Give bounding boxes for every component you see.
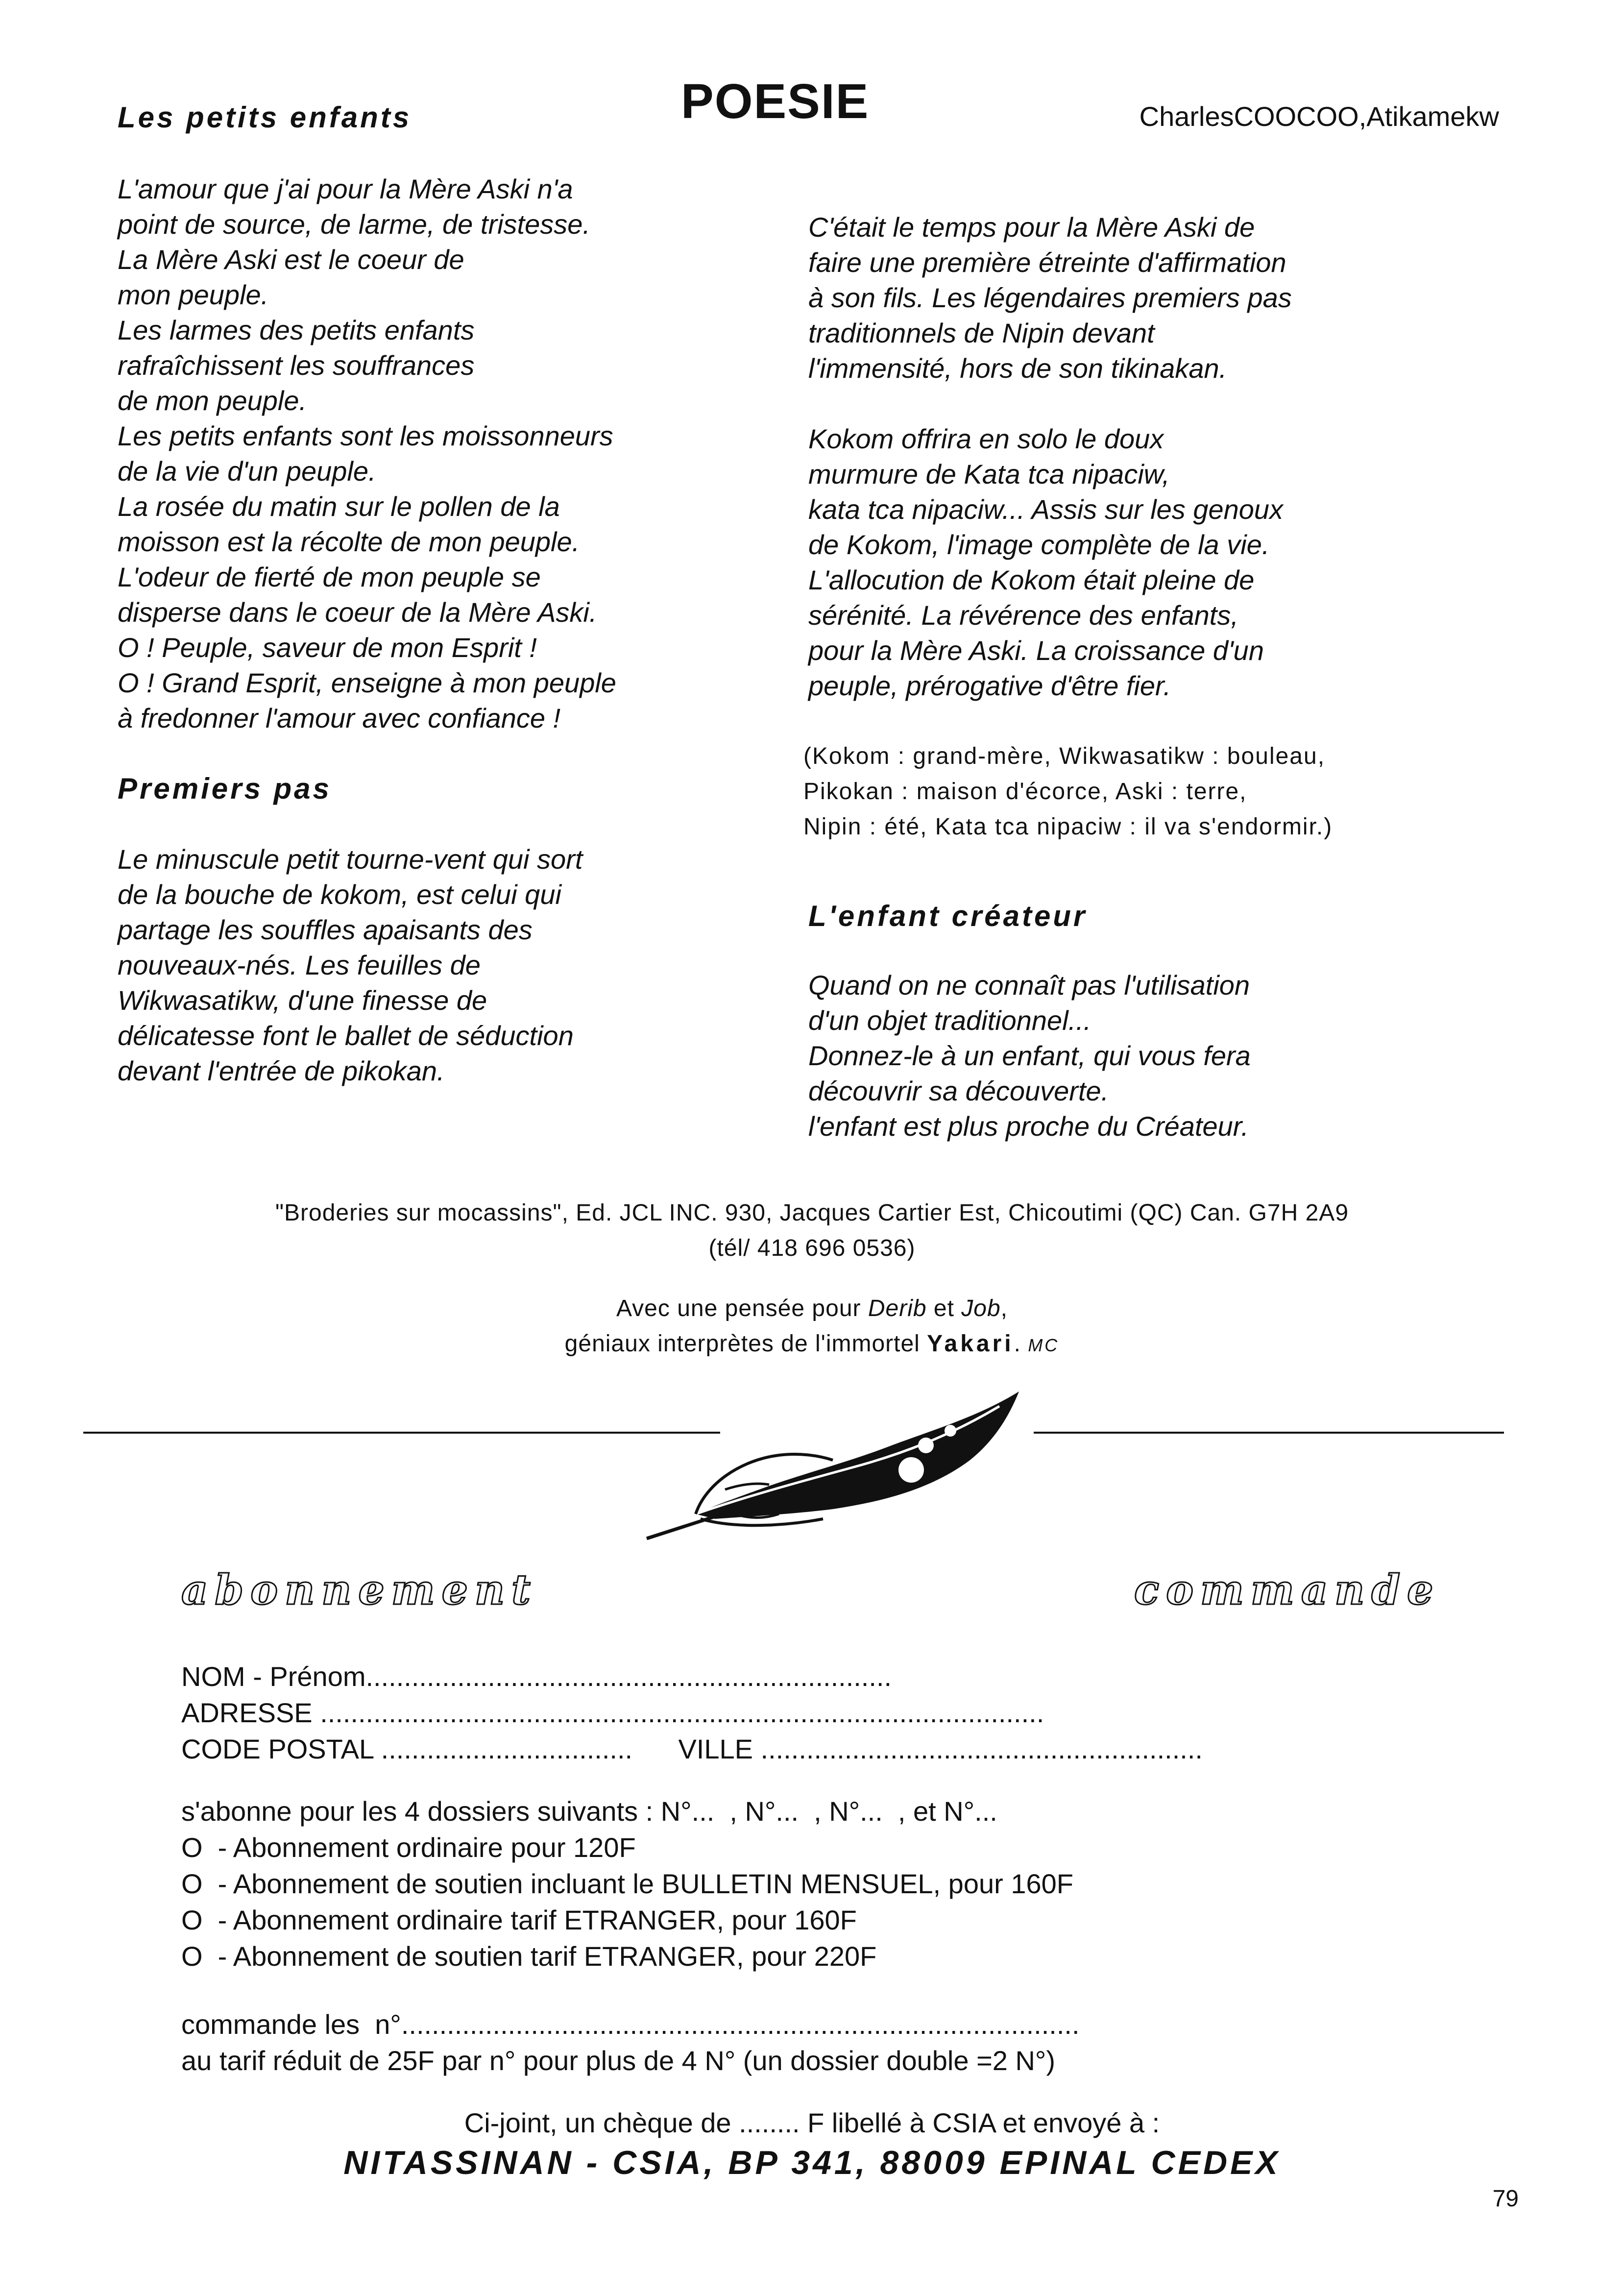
- dedication-line-1: [0, 1291, 1624, 1326]
- page-title: POESIE: [681, 74, 870, 129]
- subscriber-form: [181, 1659, 1203, 1767]
- source-phone: (tél/ 418 696 0536): [708, 1235, 916, 1261]
- poem-line: L'allocution de Kokom était pleine de: [808, 564, 1255, 595]
- poem-enfant-createur: [808, 968, 1494, 1144]
- dedication: [0, 1291, 1624, 1363]
- glossary: [803, 739, 1499, 845]
- poem-premiers-pas-continued-a: [808, 210, 1494, 386]
- trademark-mark: MC: [1028, 1335, 1060, 1355]
- poem-line: l'immensité, hors de son tikinakan.: [808, 353, 1227, 384]
- poem-line: traditionnels de Nipin devant: [808, 317, 1155, 348]
- divider-right: [1034, 1432, 1504, 1434]
- poem-line: Kokom offrira en solo le doux: [808, 423, 1164, 454]
- poem-line: rafraîchissent les souffrances: [118, 350, 475, 381]
- poem-line: mon peuple.: [118, 279, 269, 310]
- page-number: 79: [1492, 2186, 1519, 2212]
- poem-line: point de source, de larme, de tristesse.: [118, 209, 590, 240]
- poem-line: à fredonner l'amour avec confiance !: [118, 703, 561, 733]
- poem-line: faire une première étreinte d'affirmation: [808, 247, 1286, 278]
- poem-line: nouveaux-nés. Les feuilles de: [118, 950, 481, 980]
- poem-petits-enfants: [118, 171, 754, 736]
- code-postal-row: [181, 1731, 1203, 1767]
- poem-line: pour la Mère Aski. La croissance d'un: [808, 635, 1264, 666]
- poem-line: L'amour que j'ai pour la Mère Aski n'a: [118, 173, 573, 204]
- poem-line: sérénité. La révérence des enfants,: [808, 600, 1238, 631]
- tarif-note: au tarif réduit de 25F par n° pour plus de 4 N° (un dossier double =2 N°): [181, 2045, 1055, 2076]
- source-line: "Broderies sur mocassins", Ed. JCL INC. 930, Jacques Cartier Est, Chicoutimi (QC) Can. G7H 2A9: [275, 1200, 1349, 1226]
- poem-premiers-pas-continued-b: [808, 421, 1494, 704]
- poem-premiers-pas: [118, 842, 754, 1089]
- poem-line: La Mère Aski est le coeur de: [118, 244, 464, 275]
- dedication-name: Yakari: [927, 1331, 1014, 1357]
- dedication-text: ,: [1000, 1295, 1008, 1321]
- author-credit: CharlesCOOCOO,Atikamekw: [1139, 101, 1499, 132]
- poem-title-premiers-pas: Premiers pas: [118, 772, 332, 805]
- poem-line: Wikwasatikw, d'une finesse de: [118, 985, 487, 1016]
- ville-field[interactable]: VILLE ..........................................................: [678, 1733, 1203, 1764]
- poem-line: délicatesse font le ballet de séduction: [118, 1020, 574, 1051]
- dedication-text: géniaux interprètes de l'immortel: [564, 1331, 927, 1357]
- poem-title-enfant-createur: L'enfant créateur: [808, 900, 1088, 932]
- glossary-line: (Kokom : grand-mère, Wikwasatikw : bouleau,: [803, 743, 1326, 769]
- glossary-line: Pikokan : maison d'écorce, Aski : terre,: [803, 779, 1247, 805]
- code-postal-field[interactable]: CODE POSTAL .................................: [181, 1733, 633, 1764]
- heading-abonnement: abonnement: [181, 1565, 537, 1614]
- poem-line: de la vie d'un peuple.: [118, 456, 376, 487]
- poem-line: Les petits enfants sont les moissonneurs: [118, 420, 613, 451]
- commande-field[interactable]: commande les n°.........................................................................................: [181, 2009, 1080, 2040]
- option-ordinaire-etranger[interactable]: O - Abonnement ordinaire tarif ETRANGER, pour 160F: [181, 1904, 857, 1935]
- postal-address: NITASSINAN - CSIA, BP 341, 88009 EPINAL CEDEX: [343, 2144, 1281, 2181]
- poem-line: peuple, prérogative d'être fier.: [808, 670, 1171, 701]
- poem-line: à son fils. Les légendaires premiers pas: [808, 282, 1292, 313]
- heading-commande: commande: [1134, 1565, 1440, 1614]
- dedication-text: Avec une pensée pour: [616, 1295, 868, 1321]
- poem-line: Donnez-le à un enfant, qui vous fera: [808, 1040, 1251, 1071]
- order-section: [181, 2006, 1080, 2079]
- poem-line: O ! Grand Esprit, enseigne à mon peuple: [118, 667, 616, 698]
- poem-line: moisson est la récolte de mon peuple.: [118, 526, 580, 557]
- poem-line: O ! Peuple, saveur de mon Esprit !: [118, 632, 537, 663]
- poem-line: kata tca nipaciw... Assis sur les genoux: [808, 494, 1284, 525]
- subscription-options: [181, 1793, 1073, 1975]
- poem-line: devant l'entrée de pikokan.: [118, 1055, 445, 1086]
- poem-line: disperse dans le coeur de la Mère Aski.: [118, 597, 597, 628]
- dedication-text: .: [1014, 1331, 1028, 1357]
- poem-line: murmure de Kata tca nipaciw,: [808, 459, 1170, 489]
- poem-line: de Kokom, l'image complète de la vie.: [808, 529, 1270, 560]
- poem-title-petits-enfants: Les petits enfants: [118, 101, 412, 134]
- option-ordinaire[interactable]: O - Abonnement ordinaire pour 120F: [181, 1832, 636, 1863]
- feather-icon: [637, 1372, 1029, 1553]
- option-soutien-etranger[interactable]: O - Abonnement de soutien tarif ETRANGER, pour 220F: [181, 1941, 877, 1972]
- poem-line: d'un objet traditionnel...: [808, 1005, 1091, 1036]
- poem-line: partage les souffles apaisants des: [118, 914, 533, 945]
- subscription-intro[interactable]: s'abonne pour les 4 dossiers suivants : N°... , N°... , N°... , et N°...: [181, 1796, 997, 1827]
- poem-line: de mon peuple.: [118, 385, 307, 416]
- dedication-text: et: [926, 1295, 962, 1321]
- poem-line: Le minuscule petit tourne-vent qui sort: [118, 844, 583, 875]
- option-soutien[interactable]: O - Abonnement de soutien incluant le BULLETIN MENSUEL, pour 160F: [181, 1868, 1073, 1899]
- poem-line: Quand on ne connaît pas l'utilisation: [808, 970, 1250, 1001]
- poem-line: La rosée du matin sur le pollen de la: [118, 491, 560, 522]
- poem-line: L'odeur de fierté de mon peuple se: [118, 562, 541, 592]
- poem-line: de la bouche de kokom, est celui qui: [118, 879, 561, 910]
- poem-line: découvrir sa découverte.: [808, 1075, 1109, 1106]
- dedication-name: Job: [961, 1295, 1001, 1321]
- cheque-line: Ci-joint, un chèque de ........ F libellé à CSIA et envoyé à :: [464, 2107, 1160, 2138]
- glossary-line: Nipin : été, Kata tca nipaciw : il va s'endormir.): [803, 814, 1333, 840]
- source-citation: [0, 1196, 1624, 1266]
- poem-line: l'enfant est plus proche du Créateur.: [808, 1111, 1249, 1142]
- poem-line: Les larmes des petits enfants: [118, 315, 475, 345]
- dedication-name: Derib: [868, 1295, 927, 1321]
- dedication-line-2: [0, 1326, 1624, 1363]
- poem-line: C'était le temps pour la Mère Aski de: [808, 212, 1255, 243]
- adresse-field[interactable]: ADRESSE ...............................................................................................: [181, 1697, 1044, 1728]
- nom-prenom-field[interactable]: NOM - Prénom.....................................................................: [181, 1661, 892, 1692]
- divider-left: [83, 1432, 720, 1434]
